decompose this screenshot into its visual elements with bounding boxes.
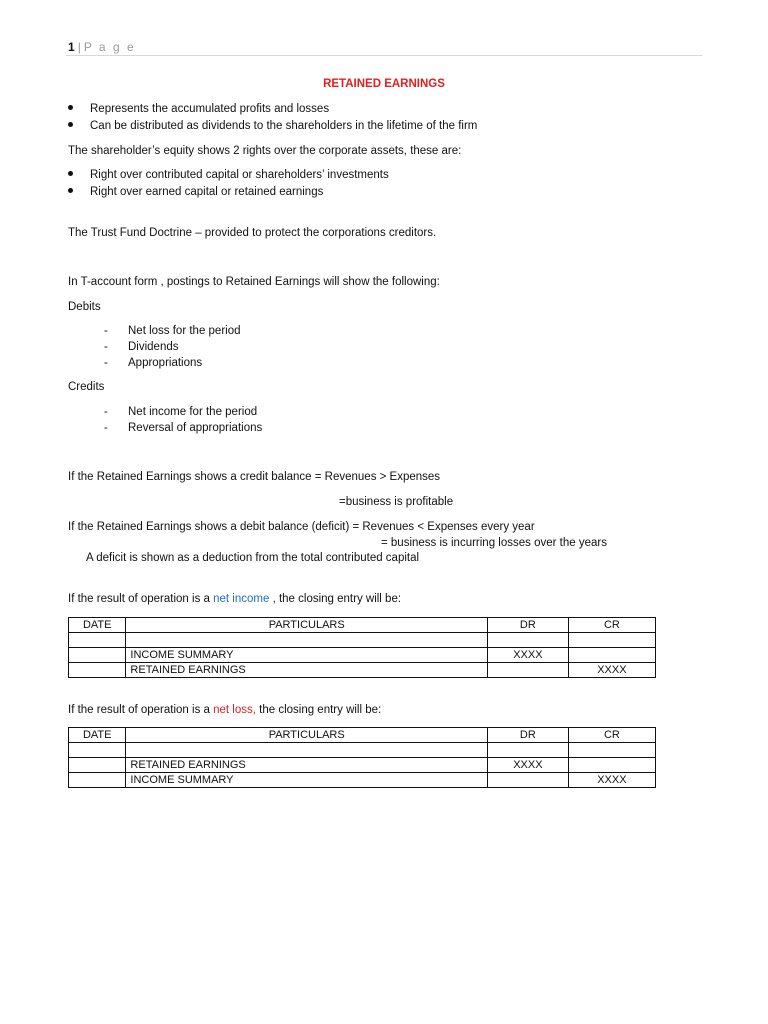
dash-marker: -	[104, 357, 108, 369]
credit-item	[104, 406, 257, 418]
credit-account-cell: RETAINED EARNINGS	[126, 663, 488, 678]
credit-account-cell: INCOME SUMMARY	[126, 773, 488, 788]
bullet-text: Right over contributed capital or shareholders’ investments	[90, 169, 389, 181]
net-loss-highlight: net loss,	[213, 704, 256, 716]
bullet-text: Represents the accumulated profits and losses	[90, 103, 330, 115]
debit-item-text: Appropriations	[128, 357, 203, 369]
debits-heading: Debits	[68, 301, 101, 313]
credit-balance-result: =business is profitable	[339, 496, 454, 508]
table-row	[69, 773, 656, 788]
column-header-dr: DR	[487, 728, 568, 743]
page-number: 1	[68, 40, 75, 54]
credit-item-text: Reversal of appropriations	[128, 422, 263, 434]
rights-heading: The shareholder’s equity shows 2 rights over the corporate assets, these are:	[68, 145, 462, 157]
cr-amount-cell: XXXX	[568, 773, 655, 788]
bullet-text: Can be distributed as dividends to the shareholders in the lifetime of the firm	[90, 120, 478, 132]
bullet-dot-icon	[68, 122, 73, 127]
page-label: P a g e	[83, 40, 136, 54]
t-account-intro: In T-account form , postings to Retained Earnings will show the following:	[68, 276, 440, 288]
column-header-date: DATE	[69, 728, 126, 743]
debit-item	[104, 325, 241, 337]
bullet-text: Right over earned capital or retained earnings	[90, 186, 324, 198]
column-header-cr: CR	[568, 728, 655, 743]
column-header-particulars: PARTICULARS	[126, 728, 488, 743]
dr-amount-cell: XXXX	[487, 758, 568, 773]
table-row	[69, 648, 656, 663]
credits-heading: Credits	[68, 381, 105, 393]
debit-item-text: Dividends	[128, 341, 179, 353]
debit-balance-result: = business is incurring losses over the years	[381, 537, 607, 549]
debit-balance-line: If the Retained Earnings shows a debit balance (deficit) = Revenues < Expenses every year	[68, 521, 535, 533]
column-header-cr: CR	[568, 618, 655, 633]
debit-account-cell: INCOME SUMMARY	[126, 648, 488, 663]
table-row	[69, 633, 656, 648]
credit-item-text: Net income for the period	[128, 406, 258, 418]
bullet-item	[68, 120, 477, 132]
net-loss-closing-entry-table	[68, 727, 656, 788]
debit-item	[104, 357, 202, 369]
debit-item-text: Net loss for the period	[128, 325, 241, 337]
dash-marker: -	[104, 406, 108, 418]
page-title: RETAINED EARNINGS	[323, 78, 445, 90]
bullet-item	[68, 103, 329, 115]
net-loss-intro: If the result of operation is a net loss, the closing entry will be:	[68, 704, 382, 716]
debit-item	[104, 341, 179, 353]
table-row	[69, 758, 656, 773]
debit-account-cell: RETAINED EARNINGS	[126, 758, 488, 773]
table-row	[69, 743, 656, 758]
column-header-dr: DR	[487, 618, 568, 633]
page-header	[68, 40, 136, 54]
net-income-intro: If the result of operation is a net income , the closing entry will be:	[68, 593, 402, 605]
bullet-dot-icon	[68, 188, 73, 193]
header-rule	[66, 55, 702, 56]
net-income-closing-entry-table	[68, 617, 656, 678]
credit-balance-line: If the Retained Earnings shows a credit balance = Revenues > Expenses	[68, 471, 441, 483]
cr-amount-cell: XXXX	[568, 663, 655, 678]
net-income-highlight: net income	[213, 593, 270, 605]
dr-amount-cell: XXXX	[487, 648, 568, 663]
table-row	[69, 663, 656, 678]
table-header-row	[69, 728, 656, 743]
bullet-item	[68, 169, 389, 181]
column-header-date: DATE	[69, 618, 126, 633]
table-header-row	[69, 618, 656, 633]
dash-marker: -	[104, 422, 108, 434]
bullet-item	[68, 186, 323, 198]
bullet-dot-icon	[68, 105, 73, 110]
dash-marker: -	[104, 325, 108, 337]
column-header-particulars: PARTICULARS	[126, 618, 488, 633]
page-separator: |	[77, 40, 81, 54]
dash-marker: -	[104, 341, 108, 353]
bullet-dot-icon	[68, 171, 73, 176]
deficit-note: A deficit is shown as a deduction from the total contributed capital	[86, 552, 420, 564]
trust-fund-doctrine: The Trust Fund Doctrine – provided to protect the corporations creditors.	[68, 227, 437, 239]
credit-item	[104, 422, 262, 434]
